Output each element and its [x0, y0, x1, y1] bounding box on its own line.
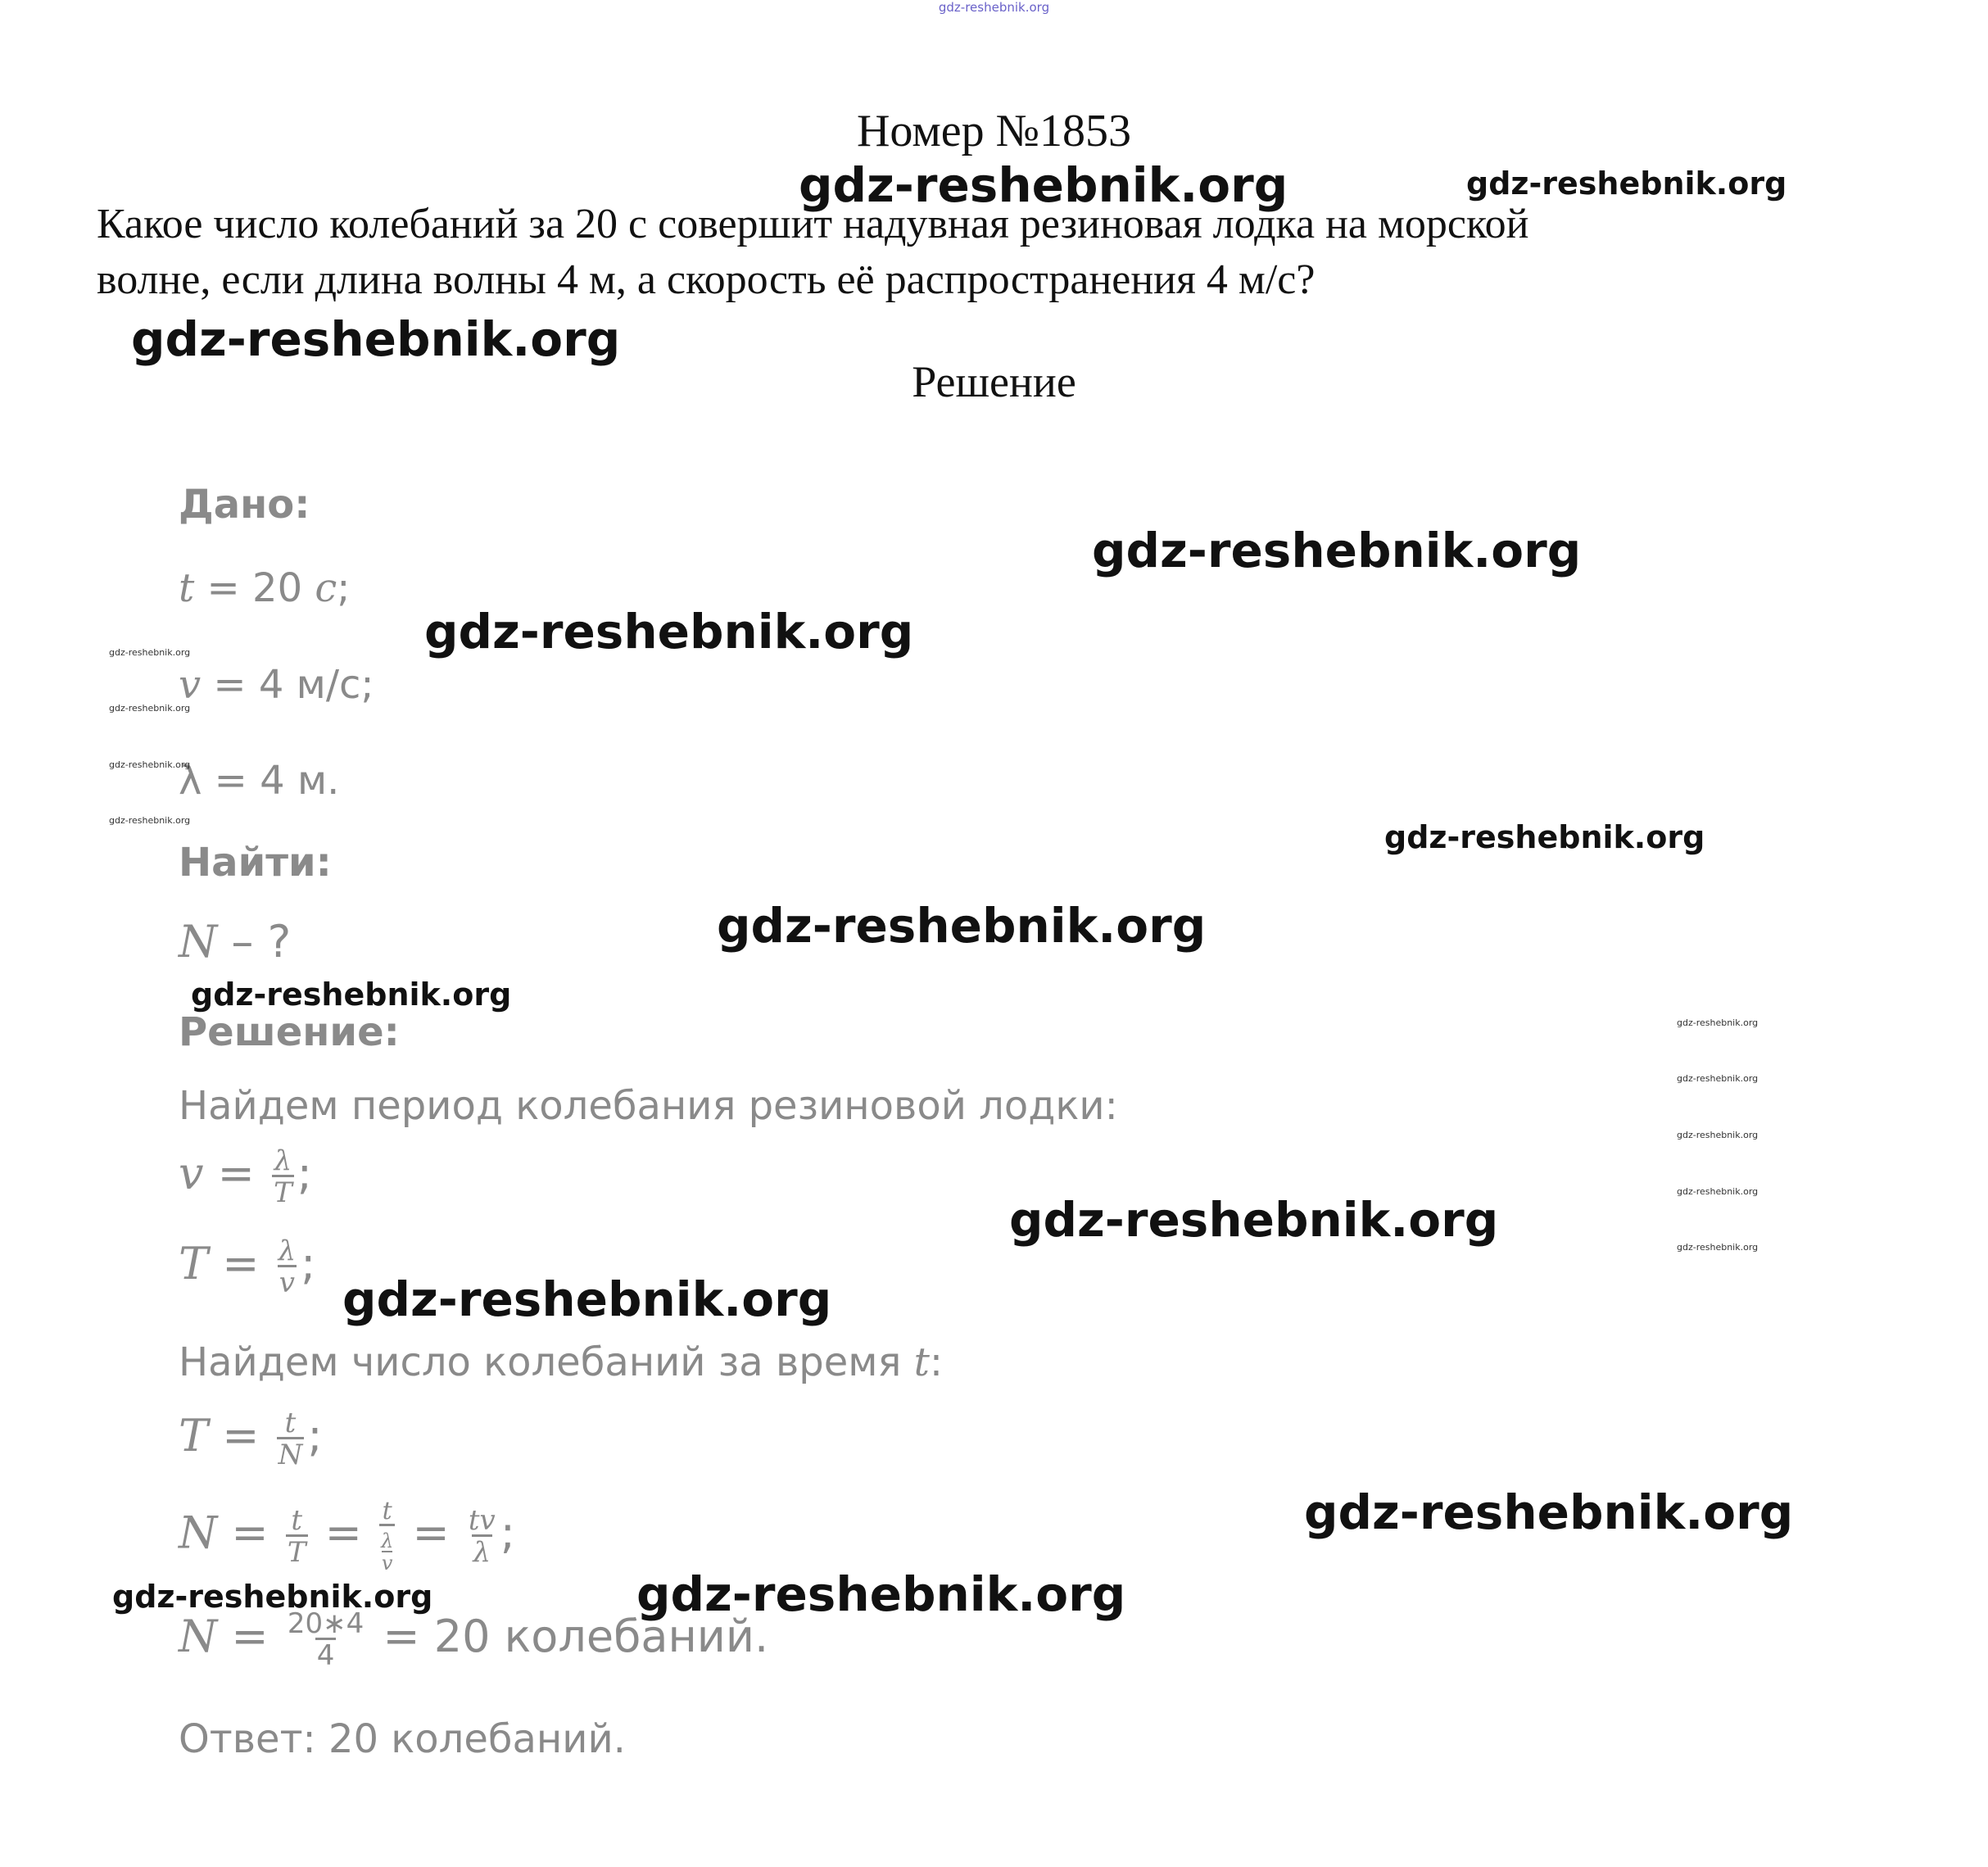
- formula-4-eq: =: [217, 1507, 283, 1559]
- formula-4-eq3: =: [398, 1507, 464, 1559]
- var-v: v: [179, 662, 202, 708]
- formula-5-den: 4: [316, 1639, 335, 1672]
- watermark-small: gdz-reshebnik.org: [1677, 1073, 1759, 1084]
- formula-4-b-num: t: [382, 1497, 392, 1525]
- given-lambda: λ = 4 м.: [179, 758, 340, 804]
- formula-3-eq: =: [208, 1410, 274, 1462]
- formula-3-lhs: T: [179, 1410, 209, 1462]
- answer: Ответ: 20 колебаний.: [179, 1716, 626, 1762]
- formula-4-b-inner-num: λ: [381, 1529, 394, 1552]
- formula-1-end: ;: [297, 1148, 312, 1200]
- watermark-small: gdz-reshebnik.org: [1677, 1130, 1759, 1140]
- watermark: gdz-reshebnik.org: [717, 898, 1207, 954]
- formula-2-lhs: T: [179, 1238, 209, 1290]
- formula-4-c-den: λ: [473, 1535, 491, 1569]
- solution-label: Решение:: [179, 1009, 400, 1055]
- problem-statement: [97, 197, 1915, 308]
- solution-step-1: Найдем период колебания резиновой лодки:: [179, 1083, 1118, 1129]
- watermark: gdz-reshebnik.org: [1384, 819, 1705, 855]
- formula-4-fraction-a: [286, 1503, 308, 1569]
- formula-4-fraction-c: [467, 1503, 497, 1569]
- formula-4-b-den: [379, 1524, 395, 1573]
- formula-4-lhs: N: [179, 1507, 218, 1559]
- given-v: [179, 662, 374, 708]
- find-value: [179, 916, 291, 967]
- find-rest: – ?: [217, 916, 292, 967]
- watermark-small: gdz-reshebnik.org: [1677, 1242, 1759, 1253]
- formula-4-a-den: T: [287, 1535, 306, 1569]
- watermark: gdz-reshebnik.org: [636, 1566, 1126, 1622]
- formula-2: [179, 1237, 315, 1297]
- formula-1-eq: =: [203, 1148, 269, 1200]
- solution-step-2: [179, 1339, 943, 1385]
- formula-4-fraction-b: [379, 1499, 395, 1573]
- var-t: t: [179, 565, 195, 611]
- watermark: gdz-reshebnik.org: [191, 977, 512, 1013]
- watermark: gdz-reshebnik.org: [1009, 1192, 1499, 1248]
- formula-4-a-num: t: [291, 1503, 302, 1537]
- watermark: gdz-reshebnik.org: [799, 157, 1288, 213]
- page-title: Номер №1853: [856, 106, 1132, 156]
- step-2-end: :: [929, 1339, 944, 1385]
- top-watermark: gdz-reshebnik.org: [938, 0, 1050, 15]
- formula-4-c-num: tv: [468, 1503, 496, 1537]
- watermark: gdz-reshebnik.org: [112, 1579, 433, 1615]
- formula-3-fraction: [277, 1409, 305, 1469]
- watermark: gdz-reshebnik.org: [424, 604, 914, 659]
- formula-2-fraction: [277, 1237, 298, 1297]
- formula-3-num: t: [284, 1407, 297, 1439]
- formula-3-end: ;: [307, 1410, 323, 1462]
- given-t-end: ;: [337, 565, 351, 611]
- problem-line-1: Какое число колебаний за 20 с совершит надувная резиновая лодка на морской: [97, 201, 1529, 247]
- formula-4: [179, 1499, 515, 1573]
- formula-1-fraction: [272, 1144, 294, 1209]
- formula-2-num: λ: [278, 1235, 297, 1267]
- solution-heading: Решение: [912, 357, 1076, 406]
- watermark: gdz-reshebnik.org: [342, 1271, 832, 1327]
- formula-1: [179, 1144, 312, 1209]
- formula-2-den: v: [279, 1267, 295, 1299]
- formula-4-b-inner-den: v: [381, 1552, 393, 1575]
- watermark: gdz-reshebnik.org: [131, 311, 621, 367]
- watermark-small: gdz-reshebnik.org: [109, 703, 191, 714]
- watermark-small: gdz-reshebnik.org: [1677, 1186, 1759, 1197]
- watermark-small: gdz-reshebnik.org: [109, 815, 191, 826]
- problem-line-2: волне, если длина волны 4 м, а скорость её распространения 4 м/с?: [97, 256, 1316, 303]
- given-t-value: = 20: [194, 565, 315, 611]
- formula-1-num: λ: [274, 1144, 292, 1177]
- watermark: gdz-reshebnik.org: [1466, 165, 1787, 202]
- watermark: gdz-reshebnik.org: [1304, 1484, 1794, 1540]
- watermark-small: gdz-reshebnik.org: [1677, 1017, 1759, 1028]
- var-N: N: [179, 916, 218, 967]
- formula-5-rest: = 20 колебаний.: [369, 1611, 769, 1663]
- step-2-var: t: [913, 1339, 930, 1385]
- given-t-unit: c: [315, 565, 337, 611]
- formula-2-eq: =: [208, 1238, 274, 1290]
- formula-4-end: ;: [500, 1507, 515, 1559]
- given-v-value: = 4 м/с;: [201, 662, 374, 708]
- given-label: Дано:: [179, 482, 310, 528]
- watermark: gdz-reshebnik.org: [1092, 523, 1582, 578]
- formula-3: [179, 1409, 323, 1469]
- formula-2-end: ;: [301, 1238, 316, 1290]
- formula-5-lhs: N: [179, 1611, 218, 1663]
- watermark-small: gdz-reshebnik.org: [109, 647, 191, 658]
- formula-4-eq2: =: [310, 1507, 377, 1559]
- formula-1-den: T: [274, 1176, 292, 1209]
- watermark-small: gdz-reshebnik.org: [109, 759, 191, 770]
- formula-5-fraction: [286, 1607, 365, 1672]
- step-2-text: Найдем число колебаний за время: [179, 1339, 914, 1385]
- formula-1-lhs: v: [179, 1148, 204, 1200]
- formula-5-eq: =: [217, 1611, 283, 1663]
- formula-3-den: N: [278, 1439, 303, 1471]
- formula-5-num: 20∗4: [287, 1607, 365, 1640]
- given-t: [179, 565, 350, 611]
- find-label: Найти:: [179, 840, 332, 886]
